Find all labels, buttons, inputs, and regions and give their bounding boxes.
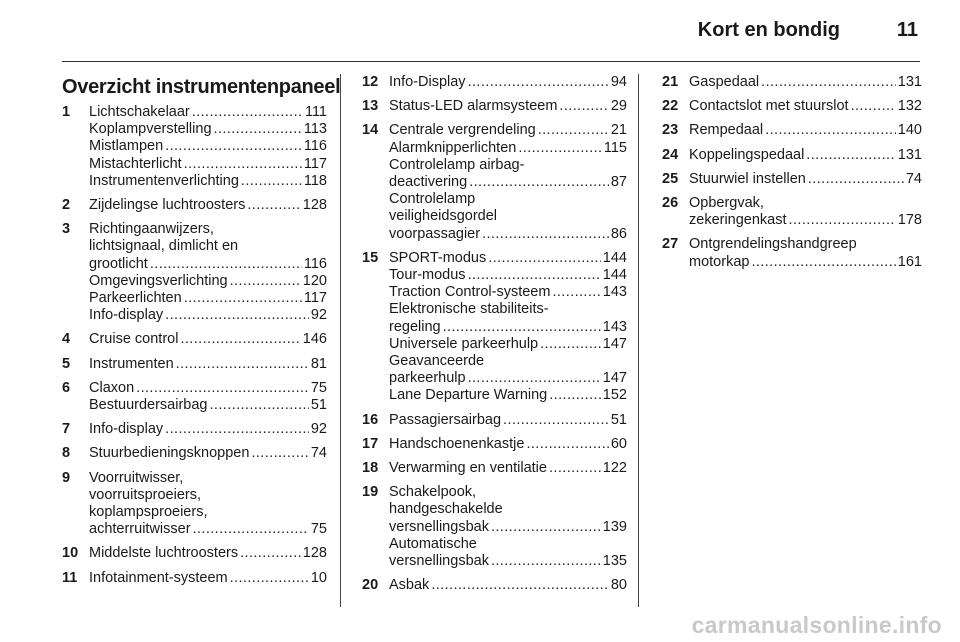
watermark: carmanualsonline.info — [691, 612, 942, 638]
dot-leader — [247, 197, 300, 214]
entry-text: Mistachterlicht — [89, 155, 182, 172]
dot-leader — [468, 267, 601, 284]
index-entry — [62, 380, 327, 414]
entry-text: regeling — [389, 318, 441, 335]
entry-text: zekeringenkast — [689, 212, 787, 229]
page-reference[interactable]: 143 — [602, 318, 627, 335]
entry-line — [389, 250, 627, 267]
entry-text: Traction Control-systeem — [389, 284, 551, 301]
page-reference[interactable]: 122 — [602, 460, 627, 477]
entry-line — [389, 519, 627, 536]
page-reference[interactable]: 132 — [897, 98, 922, 115]
page-reference[interactable]: 10 — [310, 569, 327, 586]
index-entry — [662, 147, 922, 164]
entry-line — [89, 273, 327, 290]
entry-line — [89, 173, 327, 190]
page-reference[interactable]: 178 — [897, 212, 922, 229]
page-reference[interactable]: 74 — [905, 170, 922, 187]
dot-leader — [488, 250, 601, 267]
entry-line — [89, 104, 327, 121]
entry-line — [689, 212, 922, 229]
dot-leader — [241, 173, 302, 190]
entry-line — [689, 195, 922, 212]
entry-text: motorkap — [689, 253, 750, 270]
dot-leader — [184, 156, 302, 173]
callout-number: 7 — [62, 421, 71, 438]
entry-text: voorruitsproeiers, — [89, 486, 202, 503]
dot-leader — [193, 521, 309, 538]
callout-number: 8 — [62, 445, 71, 462]
page-reference[interactable]: 146 — [302, 331, 327, 348]
entry-text: Lichtschakelaar — [89, 104, 190, 120]
dot-leader — [180, 331, 300, 348]
entry-line — [389, 226, 627, 243]
index-entry — [62, 445, 327, 462]
entry-line — [689, 98, 922, 115]
entry-line — [89, 197, 327, 214]
entry-text: Automatische — [389, 535, 477, 552]
entry-text: Claxon — [89, 379, 135, 396]
entry-text: handgeschakelde — [389, 501, 503, 518]
entry-text: Parkeerlichten — [89, 290, 182, 307]
index-entry — [62, 470, 327, 539]
callout-number: 17 — [362, 435, 379, 452]
dot-leader — [518, 140, 602, 157]
index-entry — [362, 484, 627, 570]
callout-number: 13 — [362, 98, 379, 115]
index-entry — [362, 250, 627, 405]
page-reference[interactable]: 131 — [897, 74, 922, 90]
page-reference[interactable]: 117 — [303, 155, 327, 172]
dot-leader — [192, 104, 303, 121]
entry-text: Omgevingsverlichting — [89, 272, 228, 289]
callout-number: 9 — [62, 469, 71, 486]
callout-number: 2 — [62, 197, 71, 214]
index-entry — [62, 221, 327, 324]
entry-line — [89, 397, 327, 414]
dot-leader — [165, 307, 309, 324]
entry-line — [689, 147, 922, 164]
entry-text: parkeerhulp — [389, 370, 466, 387]
callout-number: 21 — [662, 74, 679, 90]
entry-text: Verwarming en ventilatie — [389, 460, 547, 477]
entry-text: versnellingsbak — [389, 518, 489, 535]
entry-line — [389, 412, 627, 429]
page-reference[interactable]: 86 — [610, 225, 627, 242]
column-divider — [340, 74, 341, 607]
page-reference[interactable]: 120 — [302, 272, 327, 289]
index-column-3 — [662, 74, 922, 278]
entry-text: Asbak — [389, 577, 430, 594]
entry-text: Info-Display — [389, 74, 466, 90]
dot-leader — [176, 356, 309, 373]
dot-leader — [210, 397, 309, 414]
page-reference[interactable]: 113 — [303, 121, 327, 138]
entry-text: Rempedaal — [689, 122, 764, 139]
dot-leader — [491, 553, 601, 570]
entry-text: Middelste luchtroosters — [89, 545, 239, 562]
entry-text: Lane Departure Warning — [389, 387, 548, 404]
index-entry — [362, 436, 627, 453]
dot-leader — [552, 284, 600, 301]
entry-line — [389, 484, 627, 501]
entry-text: Opbergvak, — [689, 195, 764, 212]
index-entry — [62, 331, 327, 348]
dot-leader — [468, 370, 601, 387]
entry-text: Info-display — [89, 421, 164, 438]
entry-line — [389, 387, 627, 404]
dot-leader — [526, 436, 608, 453]
entry-line — [389, 174, 627, 191]
entry-line — [89, 121, 327, 138]
entry-line — [89, 470, 327, 487]
page-reference[interactable]: 140 — [897, 122, 922, 139]
page-reference[interactable]: 152 — [602, 387, 627, 404]
callout-number: 5 — [62, 355, 71, 372]
page-reference[interactable]: 135 — [602, 553, 627, 570]
page-number: 11 — [896, 19, 918, 41]
index-entry — [662, 171, 922, 188]
entry-text: Voorruitwisser, — [89, 469, 184, 486]
index-entry — [662, 236, 922, 270]
entry-text: Info-display — [89, 307, 164, 324]
index-entry — [362, 122, 627, 242]
page-reference[interactable]: 51 — [310, 397, 327, 414]
entry-line — [689, 171, 922, 188]
entry-line — [389, 553, 627, 570]
index-column-2 — [362, 74, 627, 601]
entry-text: achterruitwisser — [89, 521, 191, 538]
index-entry — [62, 197, 327, 214]
page-header — [0, 0, 960, 62]
entry-line — [389, 284, 627, 301]
page-reference[interactable]: 143 — [602, 284, 627, 301]
page-reference[interactable]: 87 — [610, 174, 627, 191]
page-reference[interactable]: 147 — [602, 335, 627, 352]
entry-line — [389, 122, 627, 139]
entry-line — [389, 157, 627, 174]
entry-line — [689, 122, 922, 139]
index-entry — [62, 570, 327, 587]
entry-text: Passagiersairbag — [389, 411, 502, 428]
entry-line — [89, 521, 327, 538]
entry-line — [389, 370, 627, 387]
entry-line — [89, 138, 327, 155]
page-reference[interactable]: 161 — [897, 253, 922, 270]
entry-text: koplampsproeiers, — [89, 504, 208, 521]
entry-line — [389, 336, 627, 353]
entry-line — [89, 307, 327, 324]
dot-leader — [165, 138, 302, 155]
index-entry — [362, 74, 627, 91]
index-entry — [62, 421, 327, 438]
entry-line — [689, 236, 922, 253]
callout-number: 16 — [362, 411, 379, 428]
page-reference[interactable]: 116 — [303, 255, 327, 272]
dot-leader — [251, 445, 308, 462]
entry-text: Contactslot met stuurslot — [689, 98, 849, 115]
callout-number: 22 — [662, 98, 679, 115]
callout-number: 11 — [62, 569, 78, 586]
entry-text: Stuurwiel instellen — [689, 170, 806, 187]
dot-leader — [806, 147, 896, 164]
entry-text: Cruise control — [89, 331, 179, 348]
entry-line — [389, 191, 627, 208]
entry-text: Mistlampen — [89, 138, 164, 155]
entry-line — [89, 331, 327, 348]
entry-line — [89, 421, 327, 438]
page-reference[interactable]: 80 — [610, 577, 627, 594]
page-reference[interactable]: 94 — [610, 74, 627, 90]
page-reference[interactable]: 29 — [610, 98, 627, 115]
dot-leader — [184, 290, 302, 307]
dot-leader — [240, 545, 301, 562]
entry-line — [689, 254, 922, 271]
entry-line — [89, 504, 327, 521]
page-reference[interactable]: 144 — [602, 267, 627, 284]
index-entry — [62, 545, 327, 562]
entry-text: Controlelamp airbag- — [389, 156, 525, 173]
dot-leader — [431, 577, 609, 594]
entry-line — [389, 267, 627, 284]
page-reference[interactable]: 75 — [310, 379, 327, 396]
callout-number: 19 — [362, 484, 379, 501]
index-entry — [362, 412, 627, 429]
entry-line — [89, 445, 327, 462]
entry-line — [389, 436, 627, 453]
dot-leader — [549, 460, 601, 477]
page-reference[interactable]: 144 — [602, 249, 627, 266]
index-entry — [62, 356, 327, 373]
entry-text: Geavanceerde — [389, 353, 485, 370]
dot-leader — [136, 380, 309, 397]
entry-line — [389, 301, 627, 318]
entry-text: Bestuurdersairbag — [89, 397, 208, 414]
entry-text: deactivering — [389, 174, 468, 191]
dot-leader — [761, 74, 896, 91]
entry-line — [89, 156, 327, 173]
entry-text: Infotainment-systeem — [89, 569, 228, 586]
index-entry — [662, 195, 922, 229]
page-reference[interactable]: 111 — [304, 104, 327, 120]
callout-number: 10 — [62, 545, 79, 562]
page-reference[interactable]: 21 — [610, 122, 627, 139]
entry-line — [89, 356, 327, 373]
callout-number: 25 — [662, 170, 679, 187]
page-reference[interactable]: 131 — [897, 146, 922, 163]
entry-line — [89, 487, 327, 504]
callout-number: 27 — [662, 236, 679, 253]
dot-leader — [150, 256, 302, 273]
entry-text: SPORT-modus — [389, 249, 487, 266]
page-reference[interactable]: 117 — [303, 290, 327, 307]
dot-leader — [443, 319, 601, 336]
page-reference[interactable]: 128 — [302, 545, 327, 562]
callout-number: 24 — [662, 146, 679, 163]
entry-text: Schakelpook, — [389, 484, 477, 501]
header-title: Kort en bondig — [697, 19, 840, 41]
dot-leader — [503, 412, 609, 429]
index-entry — [662, 98, 922, 115]
dot-leader — [751, 254, 895, 271]
dot-leader — [538, 122, 609, 139]
callout-number: 20 — [362, 577, 379, 594]
page-reference[interactable]: 92 — [310, 421, 327, 438]
dot-leader — [469, 174, 609, 191]
callout-number: 14 — [362, 122, 379, 139]
entry-text: Stuurbedieningsknoppen — [89, 445, 250, 462]
page-reference[interactable]: 139 — [602, 518, 627, 535]
page-reference[interactable]: 128 — [302, 197, 327, 214]
entry-text: Centrale vergrendeling — [389, 122, 536, 139]
header-divider — [62, 61, 920, 62]
entry-line — [89, 221, 327, 238]
dot-leader — [491, 519, 601, 536]
index-entry — [62, 104, 327, 190]
dot-leader — [851, 98, 896, 115]
dot-leader — [468, 74, 609, 91]
section-title: Overzicht instrumentenpaneel — [62, 76, 341, 98]
entry-text: Instrumentenverlichting — [89, 172, 239, 189]
entry-line — [89, 545, 327, 562]
page-reference[interactable]: 118 — [303, 172, 327, 189]
dot-leader — [540, 336, 601, 353]
entry-text: versnellingsbak — [389, 553, 489, 570]
entry-line — [389, 577, 627, 594]
index-entry — [662, 122, 922, 139]
entry-text: voorpassagier — [389, 225, 481, 242]
entry-text: Instrumenten — [89, 355, 174, 372]
callout-number: 23 — [662, 122, 679, 139]
callout-number: 3 — [62, 221, 71, 238]
entry-line — [89, 570, 327, 587]
page-reference[interactable]: 147 — [602, 370, 627, 387]
entry-text: Alarmknipperlichten — [389, 139, 517, 156]
entry-text: Koppelingspedaal — [689, 146, 805, 163]
dot-leader — [559, 98, 608, 115]
dot-leader — [214, 121, 302, 138]
dot-leader — [165, 421, 309, 438]
entry-line — [389, 208, 627, 225]
entry-text: lichtsignaal, dimlicht en — [89, 238, 239, 255]
page-reference[interactable]: 51 — [610, 411, 627, 428]
entry-line — [389, 74, 627, 91]
entry-text: veiligheidsgordel — [389, 208, 498, 225]
entry-line — [389, 140, 627, 157]
index-entry — [362, 577, 627, 594]
index-entry — [362, 98, 627, 115]
entry-line — [389, 353, 627, 370]
callout-number: 15 — [362, 249, 379, 266]
entry-line — [89, 380, 327, 397]
entry-line — [689, 74, 922, 91]
entry-text: Gaspedaal — [689, 74, 760, 90]
entry-line — [89, 290, 327, 307]
entry-text: Handschoenenkastje — [389, 435, 525, 452]
page-reference[interactable]: 81 — [310, 355, 327, 372]
entry-line — [389, 319, 627, 336]
page-reference[interactable]: 115 — [603, 139, 627, 156]
entry-line — [389, 501, 627, 518]
entry-text: Status-LED alarmsysteem — [389, 98, 558, 115]
entry-text: Elektronische stabiliteits- — [389, 301, 549, 318]
column-divider — [638, 74, 639, 607]
entry-text: Controlelamp — [389, 191, 476, 208]
index-entry — [362, 460, 627, 477]
entry-line — [389, 98, 627, 115]
index-entry — [662, 74, 922, 91]
entry-line — [89, 256, 327, 273]
entry-text: Universele parkeerhulp — [389, 335, 539, 352]
entry-text: Koplampverstelling — [89, 121, 212, 138]
dot-leader — [789, 212, 896, 229]
callout-number: 4 — [62, 331, 71, 348]
dot-leader — [549, 387, 601, 404]
entry-text: Zijdelingse luchtroosters — [89, 197, 246, 214]
page-reference[interactable]: 60 — [610, 435, 627, 452]
callout-number: 26 — [662, 195, 679, 212]
callout-number: 6 — [62, 379, 71, 396]
entry-text: Tour-modus — [389, 267, 466, 284]
dot-leader — [808, 171, 904, 188]
index-column-1 — [62, 104, 327, 594]
dot-leader — [765, 122, 896, 139]
entry-text: Richtingaanwijzers, — [89, 221, 214, 238]
dot-leader — [230, 570, 309, 587]
dot-leader — [230, 273, 301, 290]
page-reference[interactable]: 74 — [310, 445, 327, 462]
callout-number: 12 — [362, 74, 379, 90]
page-reference[interactable]: 92 — [310, 307, 327, 324]
entry-line — [389, 460, 627, 477]
dot-leader — [482, 226, 609, 243]
entry-text: grootlicht — [89, 255, 148, 272]
entry-line — [89, 238, 327, 255]
callout-number: 18 — [362, 460, 379, 477]
page-reference[interactable]: 116 — [303, 138, 327, 155]
callout-number: 1 — [62, 104, 71, 120]
entry-text: Ontgrendelingshandgreep — [689, 236, 857, 253]
page-reference[interactable]: 75 — [310, 521, 327, 538]
entry-line — [389, 536, 627, 553]
